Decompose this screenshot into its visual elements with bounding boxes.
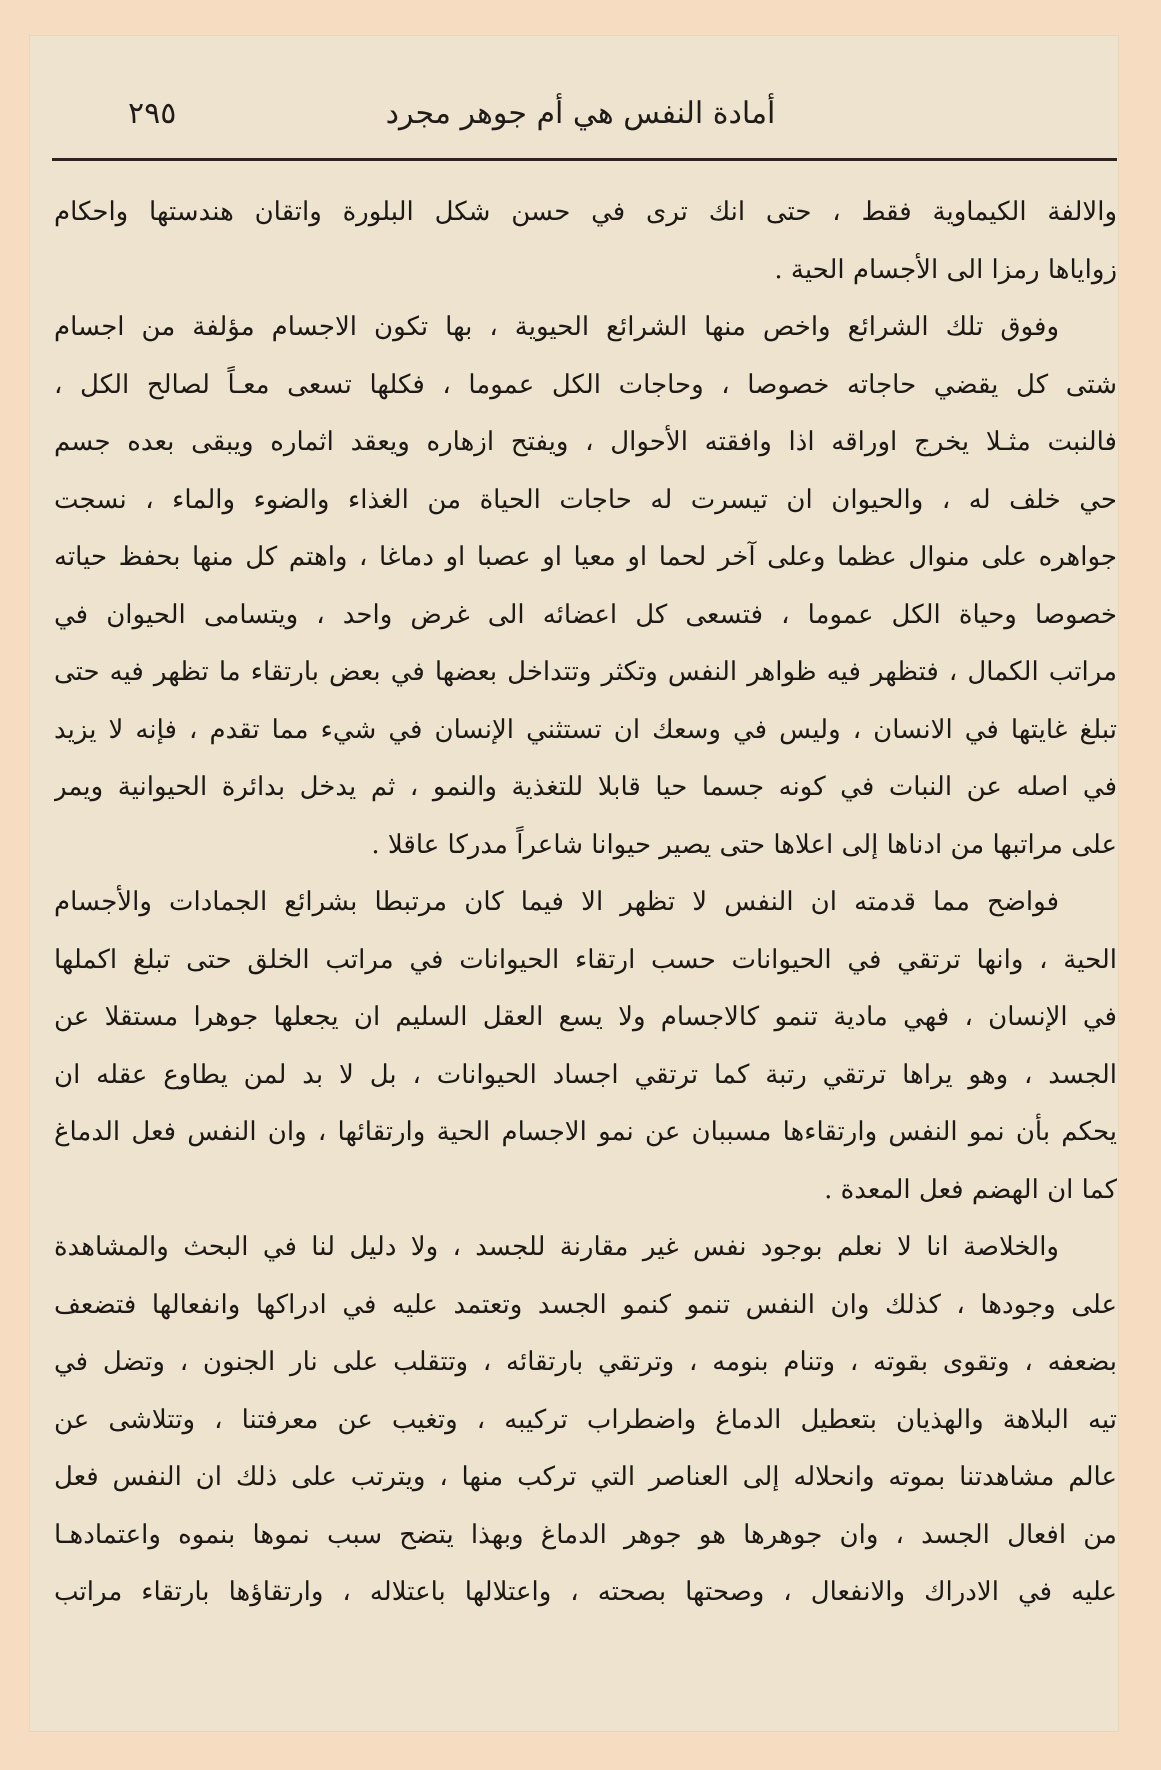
text-line: الحية ، وانها ترتقي في الحيوانات حسب ارتقاء الحيوانات في مراتب الخلق حتى تبلغ اكملها [54,944,1117,975]
text-line: في اصله عن النبات في كونه جسما حيا قابلا للتغذية والنمو ، ثم يدخل بدائرة الحيوانية ويمر [54,772,1117,802]
text-line: كما ان الهضم فعل المعدة . [824,1174,1117,1205]
text-line: وفوق تلك الشرائع واخص منها الشرائع الحيوية ، بها تكون الاجسام مؤلفة من اجسام [54,312,1059,342]
text-line: خصوصا وحياة الكل عموما ، فتسعى كل اعضائه الى غرض واحد ، ويتسامى الحيوان في [54,599,1117,630]
text-line: حي خلف له ، والحيوان ان تيسرت له حاجات الحياة من الغذاء والضوء والماء ، نسجت [54,484,1117,515]
text-line: تيه البلاهة والهذيان بتعطيل الدماغ واضطراب تركيبه ، وتغيب عن معرفتنا ، وتتلاشى عن [54,1404,1117,1435]
text-line: والخلاصة انا لا نعلم بوجود نفس غير مقارنة للجسد ، ولا دليل لنا في البحث والمشاهدة [54,1232,1059,1262]
text-line: عليه في الادراك والانفعال ، وصحتها بصحته ، واعتلالها باعتلاله ، وارتقاؤها بارتقاء مراتب [54,1577,1117,1607]
page-header [60,90,1101,146]
text-line: شتى كل يقضي حاجاته خصوصا ، وحاجات الكل عموما ، فكلها تسعى معـاً لصالح الكل ، [54,369,1117,400]
text-line: بضعفه ، وتقوى بقوته ، وتنام بنومه ، وترتقي بارتقائه ، وتتقلب على نار الجنون ، وتضل في [54,1347,1117,1377]
text-line: فواضح مما قدمته ان النفس لا تظهر الا فيما كان مرتبطا بشرائع الجمادات والأجسام [54,887,1059,917]
text-line: زواياها رمزا الى الأجسام الحية . [774,254,1117,285]
text-line: فالنبت مثـلا يخرج اوراقه اذا وافقته الأحوال ، ويفتح ازهاره ويعقد اثماره ويبقى بعده جسم [54,427,1117,457]
text-line: في الإنسان ، فهي مادية تنمو كالاجسام ولا يسع العقل السليم ان يجعلها جوهرا مستقلا عن [54,1002,1117,1032]
text-line: على مراتبها من ادناها إلى اعلاها حتى يصير حيوانا شاعراً مدركا عاقلا . [371,829,1117,860]
text-line: عالم مشاهدتنا بموته وانحلاله إلى العناصر التي تركب منها ، ويترتب على ذلك ان النفس فعل [54,1462,1117,1492]
body-text [54,184,1117,1622]
text-line: مراتب الكمال ، فتظهر فيه ظواهر النفس وتكثر وتتداخل بعضها في بعض بارتقاء ما تظهر فيه حتى [54,657,1117,687]
text-line: يحكم بأن نمو النفس وارتقاءها مسببان عن نمو الاجسام الحية وارتقائها ، وان النفس فعل الدماغ [54,1117,1117,1147]
header-rule [52,158,1117,161]
running-title: أمادة النفس هي أم جوهر مجرد [385,96,776,131]
text-line: جواهره على منوال عظما وعلى آخر لحما او معيا او عصبا او دماغا ، واهتم كل منها بحفظ حياته [54,542,1117,572]
text-line: تبلغ غايتها في الانسان ، وليس في وسعك ان تستثني الإنسان في شيء مما تقدم ، فإنه لا يزيد [54,714,1117,745]
text-line: على وجودها ، كذلك وان النفس تنمو كنمو الجسد وتعتمد عليه في ادراكها وانفعالها فتضعف [54,1289,1117,1320]
page-number: ٢٩٥ [128,96,177,131]
text-line: الجسد ، وهو يراها ترتقي رتبة كما ترتقي اجساد الحيوانات ، بل لا بد لمن يطاوع عقله ان [54,1059,1117,1090]
text-line: من افعال الجسد ، وان جوهرها هو جوهر الدماغ وبهذا يتضح سبب نموها بنموه واعتمادهـا [54,1519,1117,1550]
text-line: والالفة الكيماوية فقط ، حتى انك ترى في حسن شكل البلورة واتقان هندستها واحكام [54,197,1117,227]
